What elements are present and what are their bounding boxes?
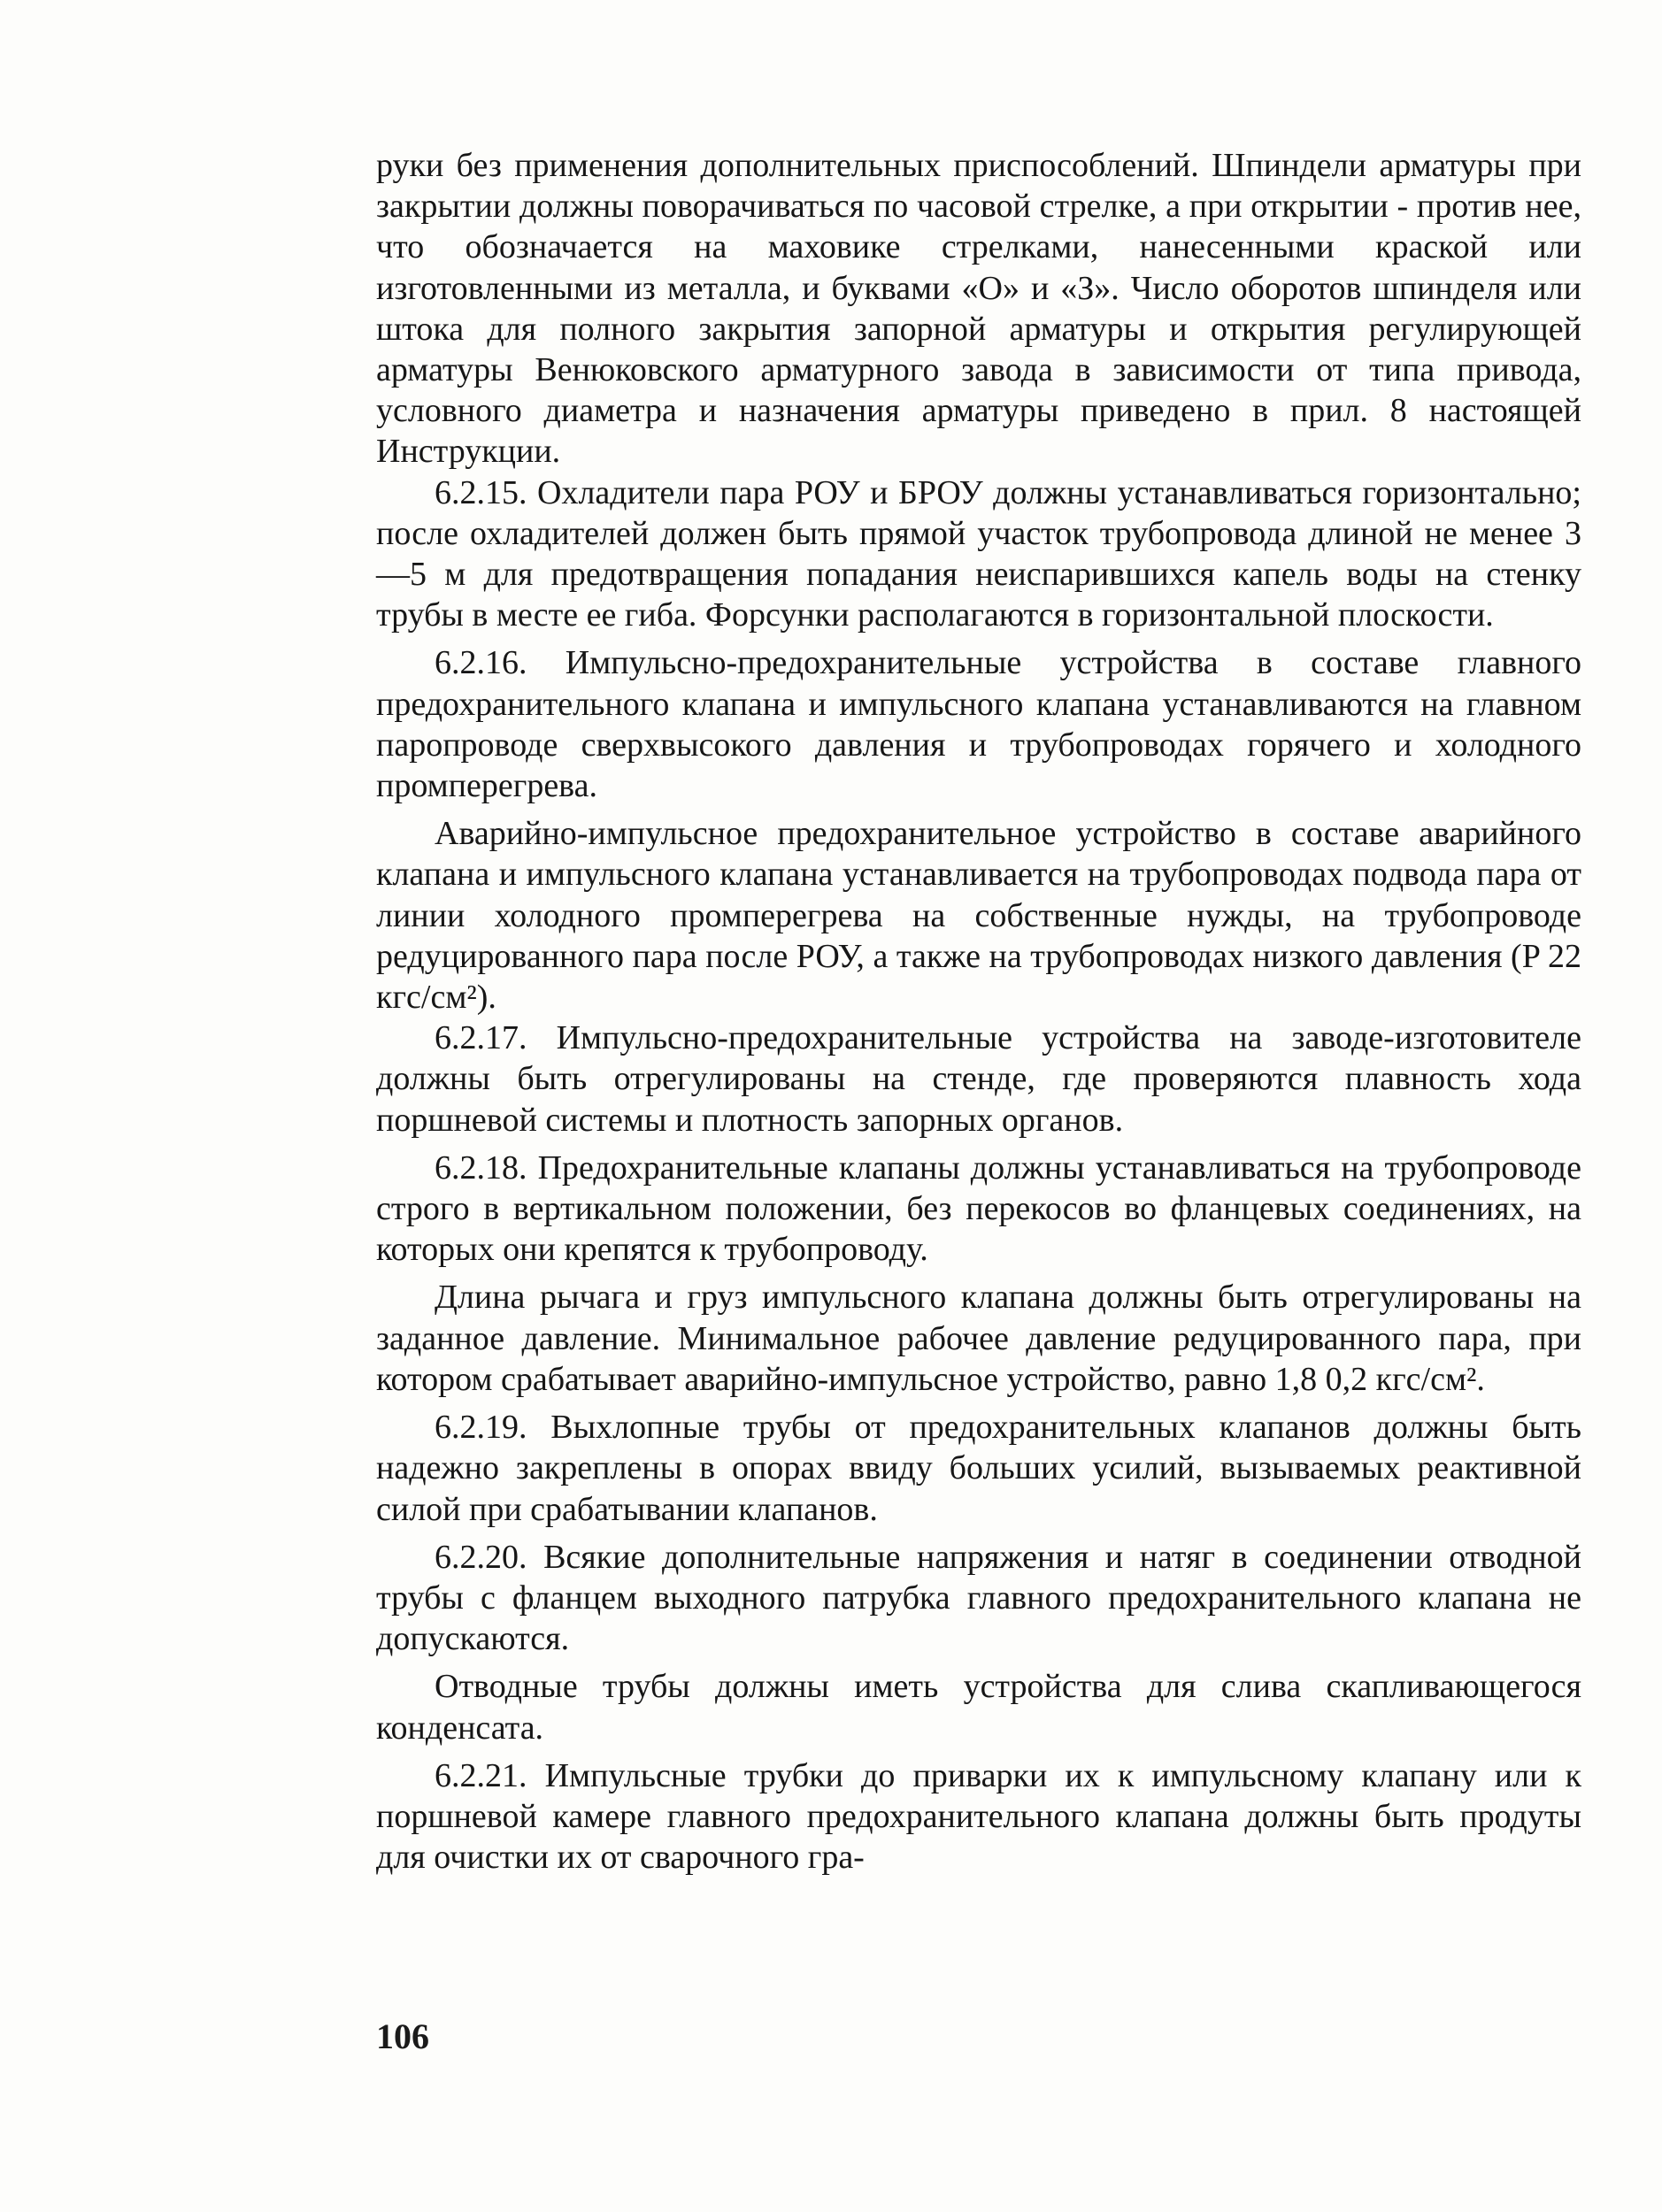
paragraph-emergency-device: Аварийно-импульсное предохранительное устройство в составе аварийного клапана и импульсного клапана устанавливается на трубопроводах подвода пара от линии холодного промперегрева на собственные нужды, на трубопроводе редуцированного пара после РОУ, а также на трубопроводах низкого давления (P 22 кгс/см²). — [376, 815, 1581, 1017]
paragraph-lever-weight: Длина рычага и груз импульсного клапана должны быть отрегулированы на заданное давление. Минимальное рабочее давление редуцированного пара, при котором срабатывает аварийно-импульсное устройство, равно 1,8 0,2 кгс/см². — [376, 1279, 1581, 1398]
paragraph-6-2-18: 6.2.18. Предохранительные клапаны должны устанавливаться на трубопроводе строго в вертикальном положении, без перекосов во фланцевых соединениях, на которых они крепятся к трубопроводу. — [376, 1148, 1581, 1269]
paragraph-6-2-21: 6.2.21. Импульсные трубки до приварки их к импульсному клапану или к поршневой камере главного предохранительного клапана должны быть продуты для очистки их от сварочного гра- — [376, 1756, 1581, 1877]
body-text — [376, 145, 1581, 1878]
paragraph-continuation: руки без применения дополнительных приспособлений. Шпиндели арматуры при закрытии должны поворачиваться по часовой стрелке, а при открытии - против нее, что обозначается на маховике стрелками, нанесенными краской или изготовленными из металла, и буквами «О» и «З». Число оборотов шпинделя или штока для полного закрытия запорной арматуры и открытия регулирующей арматуры Венюковского арматурного завода в зависимости от типа привода, условного диаметра и назначения арматуры приведено в прил. 8 настоящей Инструкции. — [376, 147, 1581, 471]
paragraph-6-2-17: 6.2.17. Импульсно-предохранительные устройства на заводе-изготовителе должны быть отрегулированы на стенде, где проверяются плавность хода поршневой системы и плотность запорных органов. — [376, 1019, 1581, 1139]
page-number: 106 — [376, 2016, 429, 2056]
paragraph-6-2-15: 6.2.15. Охладители пара РОУ и БРОУ должны устанавливаться горизонтально; после охладителей должен быть прямой участок трубопровода длиной не менее 3—5 м для предотвращения попадания неиспарившихся капель воды на стенку трубы в месте ее гиба. Форсунки располагаются в горизонтальной плоскости. — [376, 473, 1581, 634]
paragraph-6-2-20: 6.2.20. Всякие дополнительные напряжения и натяг в соединении отводной трубы с фланцем выходного патрубка главного предохранительного клапана не допускаются. — [376, 1538, 1581, 1658]
paragraph-drain-pipes: Отводные трубы должны иметь устройства для слива скапливающегося конденсата. — [376, 1668, 1581, 1747]
paragraph-6-2-19: 6.2.19. Выхлопные трубы от предохранительных клапанов должны быть надежно закреплены в опорах ввиду больших усилий, вызываемых реактивной силой при срабатывании клапанов. — [376, 1409, 1581, 1528]
paragraph-6-2-16: 6.2.16. Импульсно-предохранительные устройства в составе главного предохранительного клапана и импульсного клапана устанавливаются на главном паропроводе сверхвысокого давления и трубопроводах горячего и холодного промперегрева. — [376, 644, 1581, 805]
